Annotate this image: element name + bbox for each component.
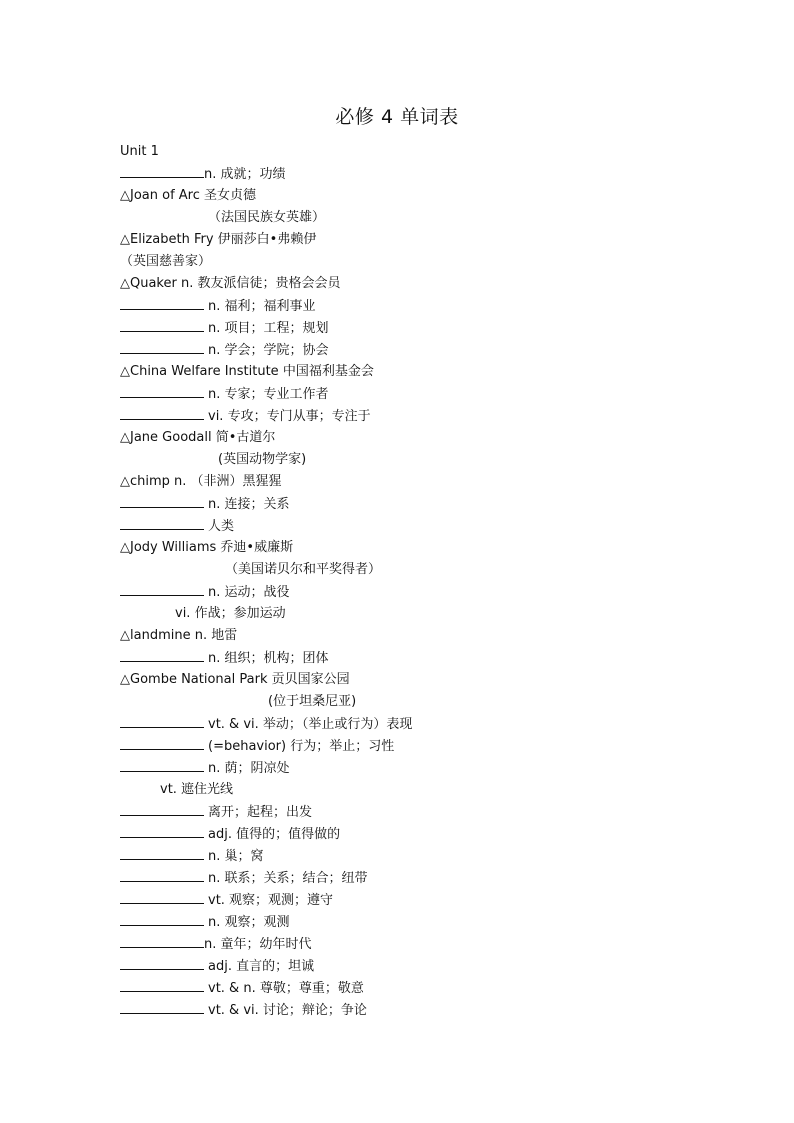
entry-note: (英国动物学家) [218, 452, 307, 467]
answer-blank[interactable] [120, 801, 204, 816]
answer-blank[interactable] [120, 295, 204, 310]
proper-noun-entry: △Gombe National Park 贡贝国家公园 [120, 672, 350, 687]
answer-blank[interactable] [120, 581, 204, 596]
vocab-entry: n. 连接；关系 [120, 493, 740, 515]
vocab-entry: 人类 [120, 515, 740, 537]
answer-blank[interactable] [120, 647, 204, 662]
vocab-entry: n. 巢；窝 [120, 845, 740, 867]
proper-noun-entry: △Jody Williams 乔迪•威廉斯 [120, 540, 294, 555]
answer-blank[interactable] [120, 515, 204, 530]
vocab-entry: vt. 观察；观测；遵守 [120, 889, 740, 911]
vocab-entry: adj. 值得的；值得做的 [120, 823, 740, 845]
answer-blank[interactable] [120, 493, 204, 508]
entry-note: （美国诺贝尔和平奖得者） [225, 562, 382, 577]
vocab-entry: vt. & vi. 举动；（举止或行为）表现 [120, 713, 740, 735]
answer-blank[interactable] [120, 383, 204, 398]
vocab-entry: vt. & n. 尊敬；尊重；敬意 [120, 977, 740, 999]
vocab-entry: n. 童年；幼年时代 [120, 933, 740, 955]
entry-note: (位于坦桑尼亚) [268, 694, 357, 709]
answer-blank[interactable] [120, 889, 204, 904]
answer-blank[interactable] [120, 933, 204, 948]
proper-noun-entry: △Jane Goodall 简•古道尔 [120, 430, 276, 445]
vocab-entry: n. 项目；工程；规划 [120, 317, 740, 339]
proper-noun-entry: △Elizabeth Fry 伊丽莎白•弗赖伊 [120, 232, 317, 247]
answer-blank[interactable] [120, 405, 204, 420]
answer-blank[interactable] [120, 735, 204, 750]
vocab-entry: △landmine n. 地雷 [120, 628, 238, 643]
answer-blank[interactable] [120, 757, 204, 772]
vocab-entry: vt. & vi. 讨论；辩论；争论 [120, 999, 740, 1021]
page-title: 必修 4 单词表 [335, 106, 459, 128]
proper-noun-entry: △China Welfare Institute 中国福利基金会 [120, 364, 374, 379]
vocab-entry: n. 联系；关系；结合；纽带 [120, 867, 740, 889]
vocab-entry: △Quaker n. 教友派信徒；贵格会会员 [120, 276, 341, 291]
answer-blank[interactable] [120, 713, 204, 728]
vocab-entry: n. 学会；学院；协会 [120, 339, 740, 361]
answer-blank[interactable] [120, 999, 204, 1014]
vocab-entry: n. 荫；阴凉处 [120, 757, 740, 779]
answer-blank[interactable] [120, 911, 204, 926]
answer-blank[interactable] [120, 955, 204, 970]
vocab-entry: 离开；起程；出发 [120, 801, 740, 823]
answer-blank[interactable] [120, 823, 204, 838]
vocab-entry: (=behavior) 行为；举止；习性 [120, 735, 740, 757]
vocab-entry: n. 专家；专业工作者 [120, 383, 740, 405]
vocab-entry: n. 福利；福利事业 [120, 295, 740, 317]
vocabulary-list [120, 141, 740, 1021]
vocab-entry: n. 观察；观测 [120, 911, 740, 933]
vocab-entry: △chimp n. （非洲）黑猩猩 [120, 474, 282, 489]
vocab-entry: n. 成就；功绩 [120, 163, 740, 185]
answer-blank[interactable] [120, 163, 204, 178]
vocab-entry: vi. 专攻；专门从事；专注于 [120, 405, 740, 427]
answer-blank[interactable] [120, 339, 204, 354]
vocab-entry: adj. 直言的；坦诚 [120, 955, 740, 977]
entry-note: （英国慈善家） [120, 254, 212, 269]
vocab-entry: n. 运动；战役 [120, 581, 740, 603]
answer-blank[interactable] [120, 845, 204, 860]
unit-heading: Unit 1 [120, 144, 159, 159]
answer-blank[interactable] [120, 317, 204, 332]
entry-continuation: vt. 遮住光线 [160, 782, 234, 797]
answer-blank[interactable] [120, 867, 204, 882]
entry-continuation: vi. 作战；参加运动 [175, 606, 286, 621]
proper-noun-entry: △Joan of Arc 圣女贞德 [120, 188, 257, 203]
vocab-entry: n. 组织；机构；团体 [120, 647, 740, 669]
entry-note: （法国民族女英雄） [208, 210, 326, 225]
answer-blank[interactable] [120, 977, 204, 992]
